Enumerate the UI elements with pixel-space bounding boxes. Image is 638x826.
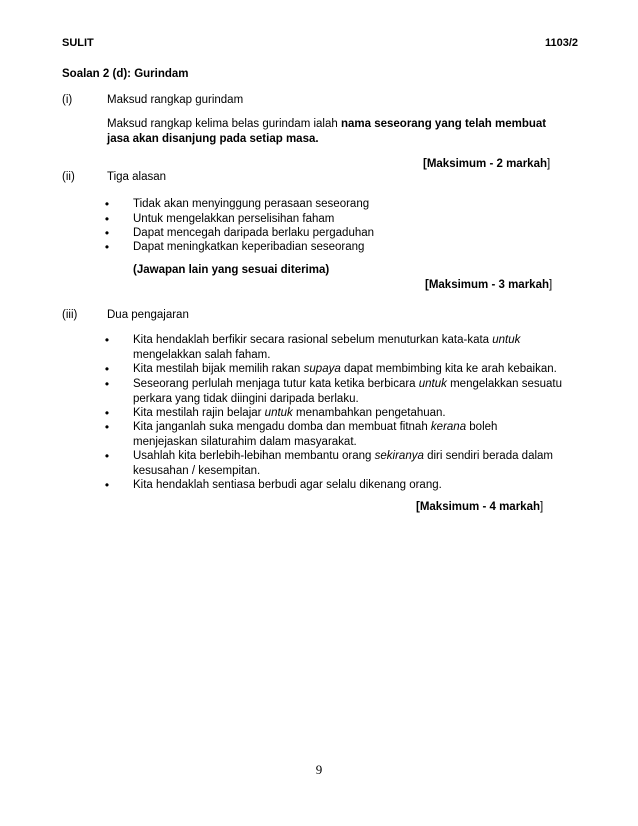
section-3-mark-label: [Maksimum - 4 markah — [416, 501, 540, 513]
section-2-note: (Jawapan lain yang sesuai diterima) — [133, 264, 330, 276]
section-1-mark-bracket: ] — [547, 158, 551, 170]
page-title: Soalan 2 (d): Gurindam — [62, 68, 189, 80]
bullet-icon: • — [104, 406, 110, 420]
bullet-icon: • — [104, 377, 110, 391]
section-1-number: (i) — [62, 94, 73, 106]
list-item-text: Dapat meningkatkan keperibadian seseorang — [133, 241, 365, 253]
bullet-icon: • — [104, 197, 110, 211]
section-1-mark — [423, 158, 550, 170]
bullet-icon: • — [104, 362, 110, 376]
section-2-mark-label: [Maksimum - 3 markah — [425, 279, 549, 291]
bullet-icon: • — [104, 226, 110, 240]
list-item-text: Tidak akan menyinggung perasaan seseorang — [133, 198, 370, 210]
section-2-heading: Tiga alasan — [107, 171, 167, 183]
section-3-mark-bracket: ] — [540, 501, 544, 513]
list-item-text: Seseorang perlulah menjaga tutur kata ketika berbicara untuk mengelakkan sesuatu perkara yang tidak diingini daripada berlaku. — [133, 378, 562, 405]
list-item-text: Usahlah kita berlebih-lebihan membantu orang sekiranya diri sendiri berada dalam kesusahan / kesempitan. — [133, 450, 553, 477]
section-1-answer — [107, 117, 567, 147]
list-item-text: Kita mestilah rajin belajar untuk menambahkan pengetahuan. — [133, 407, 446, 419]
bullet-icon: • — [104, 240, 110, 254]
bullet-icon: • — [104, 420, 110, 434]
bullet-icon: • — [104, 478, 110, 492]
page-number: 9 — [315, 762, 323, 777]
list-item-text: Kita janganlah suka mengadu domba dan membuat fitnah kerana boleh menjejaskan silaturahim dalam masyarakat. — [133, 421, 498, 448]
header-right: 1103/2 — [544, 37, 578, 49]
bullet-icon: • — [104, 449, 110, 463]
section-1-answer-plain: Maksud rangkap kelima belas gurindam ialah — [107, 118, 341, 130]
section-2-mark — [425, 279, 552, 291]
section-2-number: (ii) — [62, 171, 75, 183]
section-3-heading: Dua pengajaran — [107, 309, 189, 321]
bullet-icon: • — [104, 212, 110, 226]
bullet-icon: • — [104, 333, 110, 347]
section-3-mark — [416, 501, 543, 513]
header-left: SULIT — [62, 37, 94, 49]
section-1-heading: Maksud rangkap gurindam — [107, 94, 244, 106]
list-item-text: Dapat mencegah daripada berlaku pergaduhan — [133, 227, 375, 239]
section-3-number: (iii) — [62, 309, 78, 321]
list-item-text: Kita hendaklah berfikir secara rasional sebelum menuturkan kata-kata untuk mengelakkan salah faham. — [133, 334, 521, 361]
list-item-text: Untuk mengelakkan perselisihan faham — [133, 213, 335, 225]
section-1-answer-bold: nama seseorang yang telah membuat jasa akan disanjung pada setiap masa. — [107, 118, 547, 145]
section-2-mark-bracket: ] — [549, 279, 553, 291]
section-1-mark-label: [Maksimum - 2 markah — [423, 158, 547, 170]
list-item-text: Kita hendaklah sentiasa berbudi agar selalu dikenang orang. — [133, 479, 442, 491]
list-item-text: Kita mestilah bijak memilih rakan supaya dapat membimbing kita ke arah kebaikan. — [133, 363, 557, 375]
